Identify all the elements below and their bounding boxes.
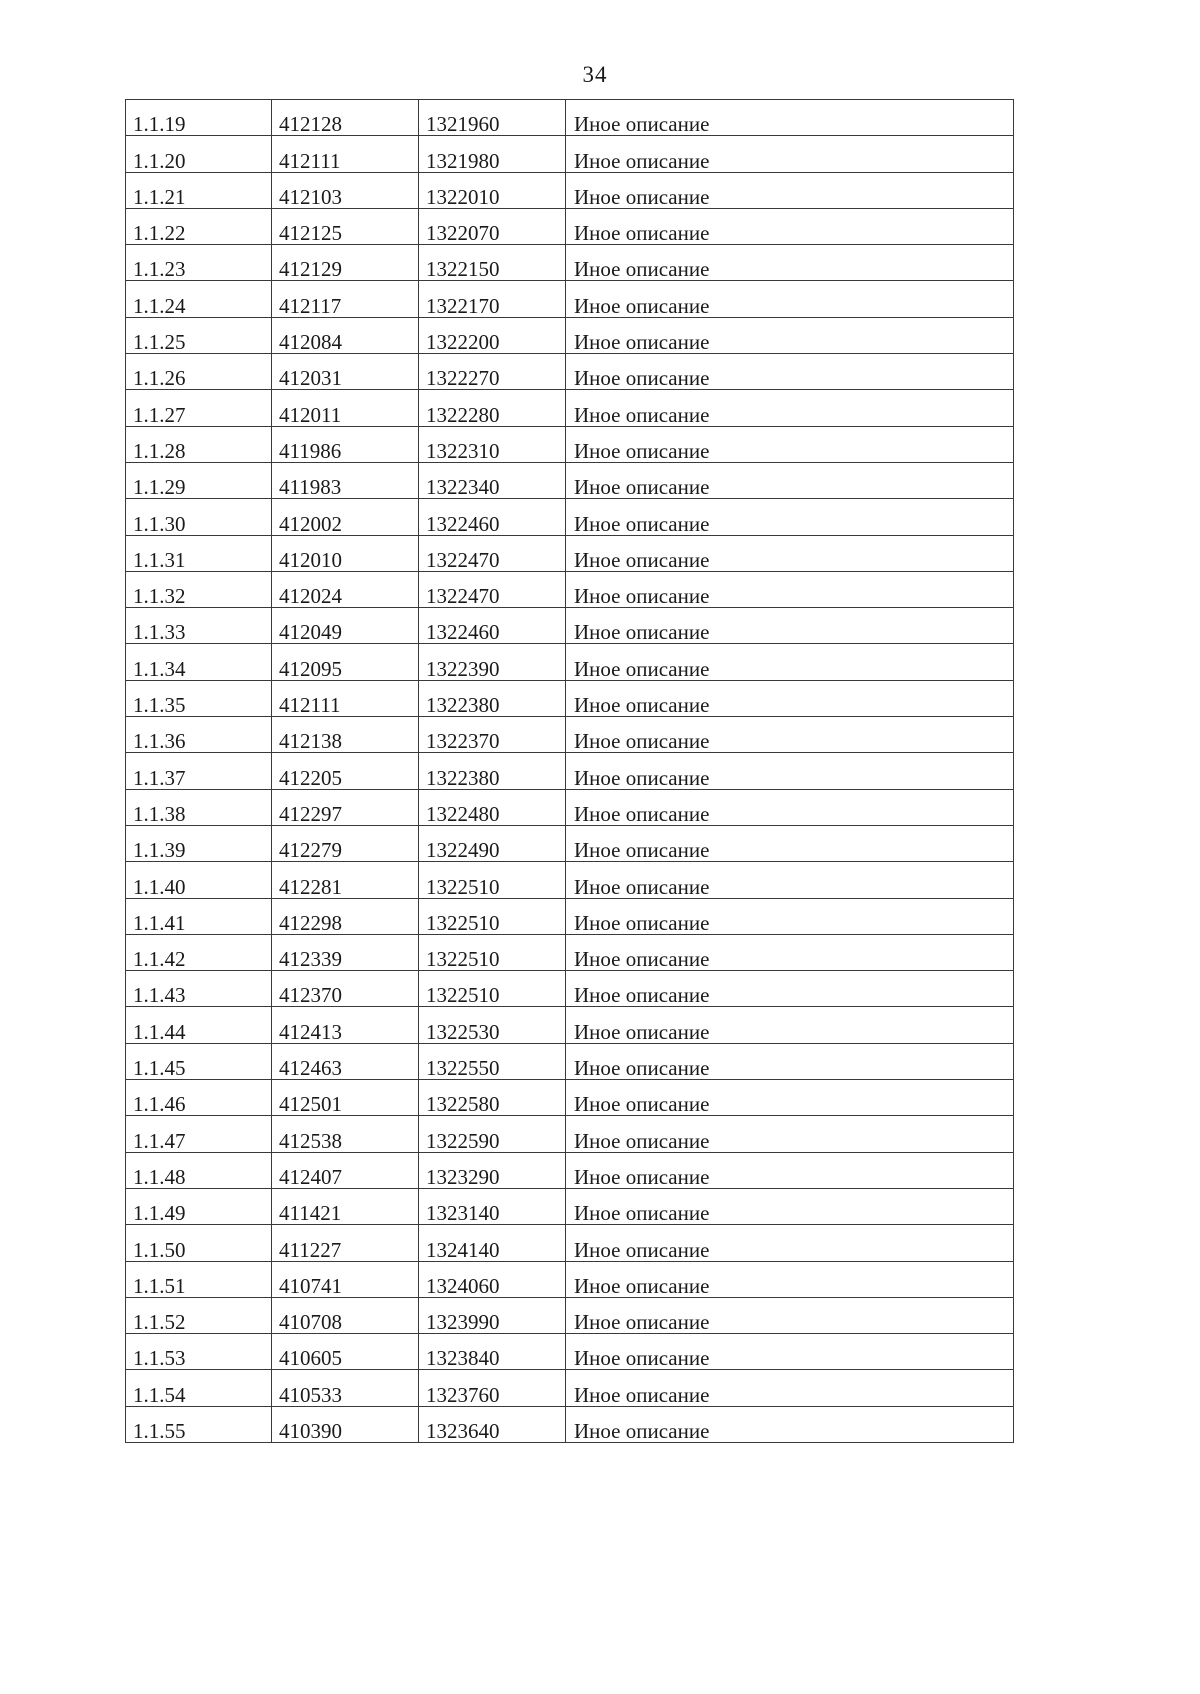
table-row xyxy=(126,390,1014,426)
table-row xyxy=(126,1370,1014,1406)
cell-x-coordinate: 412002 xyxy=(272,499,419,535)
cell-point-number: 1.1.32 xyxy=(126,571,272,607)
table-row xyxy=(126,680,1014,716)
cell-y-coordinate: 1322470 xyxy=(419,571,566,607)
cell-x-coordinate: 412111 xyxy=(272,680,419,716)
table-row xyxy=(126,571,1014,607)
cell-point-number: 1.1.21 xyxy=(126,172,272,208)
cell-y-coordinate: 1322380 xyxy=(419,680,566,716)
table-row xyxy=(126,1043,1014,1079)
table-row xyxy=(126,281,1014,317)
cell-x-coordinate: 412024 xyxy=(272,571,419,607)
cell-description: Иное описание xyxy=(566,1080,1014,1116)
table-row xyxy=(126,136,1014,172)
cell-description: Иное описание xyxy=(566,1007,1014,1043)
cell-x-coordinate: 412205 xyxy=(272,753,419,789)
cell-x-coordinate: 412407 xyxy=(272,1152,419,1188)
cell-x-coordinate: 411227 xyxy=(272,1225,419,1261)
cell-point-number: 1.1.49 xyxy=(126,1188,272,1224)
cell-x-coordinate: 412011 xyxy=(272,390,419,426)
table-row xyxy=(126,1152,1014,1188)
cell-description: Иное описание xyxy=(566,1334,1014,1370)
table-row xyxy=(126,789,1014,825)
cell-y-coordinate: 1323760 xyxy=(419,1370,566,1406)
cell-x-coordinate: 412117 xyxy=(272,281,419,317)
table-row xyxy=(126,717,1014,753)
cell-point-number: 1.1.50 xyxy=(126,1225,272,1261)
cell-y-coordinate: 1322310 xyxy=(419,426,566,462)
cell-x-coordinate: 412370 xyxy=(272,971,419,1007)
table-row xyxy=(126,100,1014,136)
cell-description: Иное описание xyxy=(566,789,1014,825)
table-row xyxy=(126,971,1014,1007)
cell-point-number: 1.1.30 xyxy=(126,499,272,535)
cell-x-coordinate: 412279 xyxy=(272,825,419,861)
cell-point-number: 1.1.36 xyxy=(126,717,272,753)
cell-description: Иное описание xyxy=(566,390,1014,426)
cell-x-coordinate: 412084 xyxy=(272,317,419,353)
cell-description: Иное описание xyxy=(566,1406,1014,1442)
table-row xyxy=(126,644,1014,680)
table-row xyxy=(126,535,1014,571)
cell-y-coordinate: 1323840 xyxy=(419,1334,566,1370)
table-row xyxy=(126,1007,1014,1043)
cell-y-coordinate: 1322340 xyxy=(419,462,566,498)
cell-x-coordinate: 410605 xyxy=(272,1334,419,1370)
cell-y-coordinate: 1324060 xyxy=(419,1261,566,1297)
cell-description: Иное описание xyxy=(566,717,1014,753)
cell-point-number: 1.1.53 xyxy=(126,1334,272,1370)
cell-description: Иное описание xyxy=(566,1261,1014,1297)
table-row xyxy=(126,862,1014,898)
cell-x-coordinate: 412010 xyxy=(272,535,419,571)
cell-point-number: 1.1.25 xyxy=(126,317,272,353)
cell-y-coordinate: 1323640 xyxy=(419,1406,566,1442)
cell-point-number: 1.1.33 xyxy=(126,608,272,644)
table-row xyxy=(126,825,1014,861)
table-row xyxy=(126,172,1014,208)
cell-y-coordinate: 1322550 xyxy=(419,1043,566,1079)
cell-y-coordinate: 1322270 xyxy=(419,354,566,390)
cell-x-coordinate: 412538 xyxy=(272,1116,419,1152)
cell-point-number: 1.1.40 xyxy=(126,862,272,898)
cell-description: Иное описание xyxy=(566,535,1014,571)
cell-x-coordinate: 412125 xyxy=(272,208,419,244)
cell-y-coordinate: 1322370 xyxy=(419,717,566,753)
table-row xyxy=(126,753,1014,789)
cell-description: Иное описание xyxy=(566,1043,1014,1079)
cell-y-coordinate: 1322480 xyxy=(419,789,566,825)
cell-description: Иное описание xyxy=(566,1152,1014,1188)
cell-description: Иное описание xyxy=(566,354,1014,390)
cell-point-number: 1.1.37 xyxy=(126,753,272,789)
cell-point-number: 1.1.35 xyxy=(126,680,272,716)
cell-y-coordinate: 1322460 xyxy=(419,608,566,644)
cell-point-number: 1.1.44 xyxy=(126,1007,272,1043)
cell-x-coordinate: 412031 xyxy=(272,354,419,390)
cell-description: Иное описание xyxy=(566,281,1014,317)
cell-point-number: 1.1.31 xyxy=(126,535,272,571)
table-row xyxy=(126,462,1014,498)
cell-point-number: 1.1.26 xyxy=(126,354,272,390)
cell-description: Иное описание xyxy=(566,862,1014,898)
cell-x-coordinate: 411421 xyxy=(272,1188,419,1224)
cell-description: Иное описание xyxy=(566,1116,1014,1152)
cell-y-coordinate: 1323140 xyxy=(419,1188,566,1224)
cell-y-coordinate: 1322510 xyxy=(419,971,566,1007)
cell-x-coordinate: 412298 xyxy=(272,898,419,934)
cell-point-number: 1.1.29 xyxy=(126,462,272,498)
cell-description: Иное описание xyxy=(566,462,1014,498)
cell-point-number: 1.1.24 xyxy=(126,281,272,317)
cell-description: Иное описание xyxy=(566,1225,1014,1261)
cell-description: Иное описание xyxy=(566,971,1014,1007)
cell-x-coordinate: 412049 xyxy=(272,608,419,644)
table-row xyxy=(126,1406,1014,1442)
cell-y-coordinate: 1322530 xyxy=(419,1007,566,1043)
table-row xyxy=(126,208,1014,244)
cell-y-coordinate: 1322010 xyxy=(419,172,566,208)
cell-y-coordinate: 1322510 xyxy=(419,898,566,934)
cell-description: Иное описание xyxy=(566,1188,1014,1224)
table-row xyxy=(126,934,1014,970)
table-row xyxy=(126,898,1014,934)
cell-y-coordinate: 1322390 xyxy=(419,644,566,680)
cell-point-number: 1.1.45 xyxy=(126,1043,272,1079)
cell-y-coordinate: 1322200 xyxy=(419,317,566,353)
cell-y-coordinate: 1322380 xyxy=(419,753,566,789)
cell-description: Иное описание xyxy=(566,571,1014,607)
cell-point-number: 1.1.54 xyxy=(126,1370,272,1406)
table-row xyxy=(126,426,1014,462)
cell-point-number: 1.1.27 xyxy=(126,390,272,426)
cell-description: Иное описание xyxy=(566,172,1014,208)
cell-x-coordinate: 411986 xyxy=(272,426,419,462)
cell-x-coordinate: 412501 xyxy=(272,1080,419,1116)
cell-description: Иное описание xyxy=(566,934,1014,970)
cell-description: Иное описание xyxy=(566,680,1014,716)
cell-y-coordinate: 1321980 xyxy=(419,136,566,172)
cell-description: Иное описание xyxy=(566,644,1014,680)
cell-y-coordinate: 1322510 xyxy=(419,862,566,898)
cell-x-coordinate: 410533 xyxy=(272,1370,419,1406)
cell-description: Иное описание xyxy=(566,317,1014,353)
cell-y-coordinate: 1322460 xyxy=(419,499,566,535)
table-row xyxy=(126,245,1014,281)
cell-point-number: 1.1.52 xyxy=(126,1297,272,1333)
table-row xyxy=(126,1080,1014,1116)
cell-point-number: 1.1.28 xyxy=(126,426,272,462)
cell-description: Иное описание xyxy=(566,245,1014,281)
cell-y-coordinate: 1322490 xyxy=(419,825,566,861)
cell-description: Иное описание xyxy=(566,100,1014,136)
cell-x-coordinate: 412129 xyxy=(272,245,419,281)
cell-x-coordinate: 411983 xyxy=(272,462,419,498)
cell-x-coordinate: 412413 xyxy=(272,1007,419,1043)
cell-description: Иное описание xyxy=(566,608,1014,644)
cell-description: Иное описание xyxy=(566,1297,1014,1333)
cell-point-number: 1.1.42 xyxy=(126,934,272,970)
cell-point-number: 1.1.34 xyxy=(126,644,272,680)
cell-x-coordinate: 412138 xyxy=(272,717,419,753)
cell-point-number: 1.1.22 xyxy=(126,208,272,244)
cell-x-coordinate: 410741 xyxy=(272,1261,419,1297)
table-row xyxy=(126,1225,1014,1261)
table-row xyxy=(126,499,1014,535)
cell-point-number: 1.1.41 xyxy=(126,898,272,934)
cell-x-coordinate: 410390 xyxy=(272,1406,419,1442)
cell-y-coordinate: 1322150 xyxy=(419,245,566,281)
cell-x-coordinate: 412103 xyxy=(272,172,419,208)
cell-x-coordinate: 412339 xyxy=(272,934,419,970)
table-row xyxy=(126,1188,1014,1224)
cell-y-coordinate: 1322580 xyxy=(419,1080,566,1116)
cell-x-coordinate: 410708 xyxy=(272,1297,419,1333)
cell-x-coordinate: 412463 xyxy=(272,1043,419,1079)
cell-y-coordinate: 1323290 xyxy=(419,1152,566,1188)
coordinates-table xyxy=(125,99,1014,1443)
table-row xyxy=(126,354,1014,390)
table-row xyxy=(126,608,1014,644)
cell-x-coordinate: 412111 xyxy=(272,136,419,172)
cell-point-number: 1.1.38 xyxy=(126,789,272,825)
cell-description: Иное описание xyxy=(566,825,1014,861)
cell-point-number: 1.1.47 xyxy=(126,1116,272,1152)
cell-y-coordinate: 1322170 xyxy=(419,281,566,317)
cell-point-number: 1.1.51 xyxy=(126,1261,272,1297)
cell-point-number: 1.1.46 xyxy=(126,1080,272,1116)
cell-description: Иное описание xyxy=(566,898,1014,934)
table-row xyxy=(126,1116,1014,1152)
table-row xyxy=(126,317,1014,353)
cell-description: Иное описание xyxy=(566,1370,1014,1406)
cell-x-coordinate: 412281 xyxy=(272,862,419,898)
cell-point-number: 1.1.23 xyxy=(126,245,272,281)
cell-x-coordinate: 412297 xyxy=(272,789,419,825)
table-row xyxy=(126,1297,1014,1333)
cell-point-number: 1.1.43 xyxy=(126,971,272,1007)
cell-point-number: 1.1.20 xyxy=(126,136,272,172)
table-row xyxy=(126,1334,1014,1370)
table-row xyxy=(126,1261,1014,1297)
cell-description: Иное описание xyxy=(566,426,1014,462)
page-number: 34 xyxy=(582,62,608,87)
cell-description: Иное описание xyxy=(566,499,1014,535)
cell-x-coordinate: 412128 xyxy=(272,100,419,136)
cell-description: Иное описание xyxy=(566,208,1014,244)
cell-description: Иное описание xyxy=(566,136,1014,172)
cell-y-coordinate: 1322280 xyxy=(419,390,566,426)
cell-y-coordinate: 1321960 xyxy=(419,100,566,136)
cell-y-coordinate: 1322510 xyxy=(419,934,566,970)
cell-y-coordinate: 1323990 xyxy=(419,1297,566,1333)
cell-point-number: 1.1.39 xyxy=(126,825,272,861)
cell-description: Иное описание xyxy=(566,753,1014,789)
cell-point-number: 1.1.48 xyxy=(126,1152,272,1188)
table-body xyxy=(126,100,1014,1443)
cell-y-coordinate: 1322070 xyxy=(419,208,566,244)
cell-point-number: 1.1.55 xyxy=(126,1406,272,1442)
cell-y-coordinate: 1322470 xyxy=(419,535,566,571)
cell-y-coordinate: 1324140 xyxy=(419,1225,566,1261)
cell-y-coordinate: 1322590 xyxy=(419,1116,566,1152)
cell-x-coordinate: 412095 xyxy=(272,644,419,680)
cell-point-number: 1.1.19 xyxy=(126,100,272,136)
